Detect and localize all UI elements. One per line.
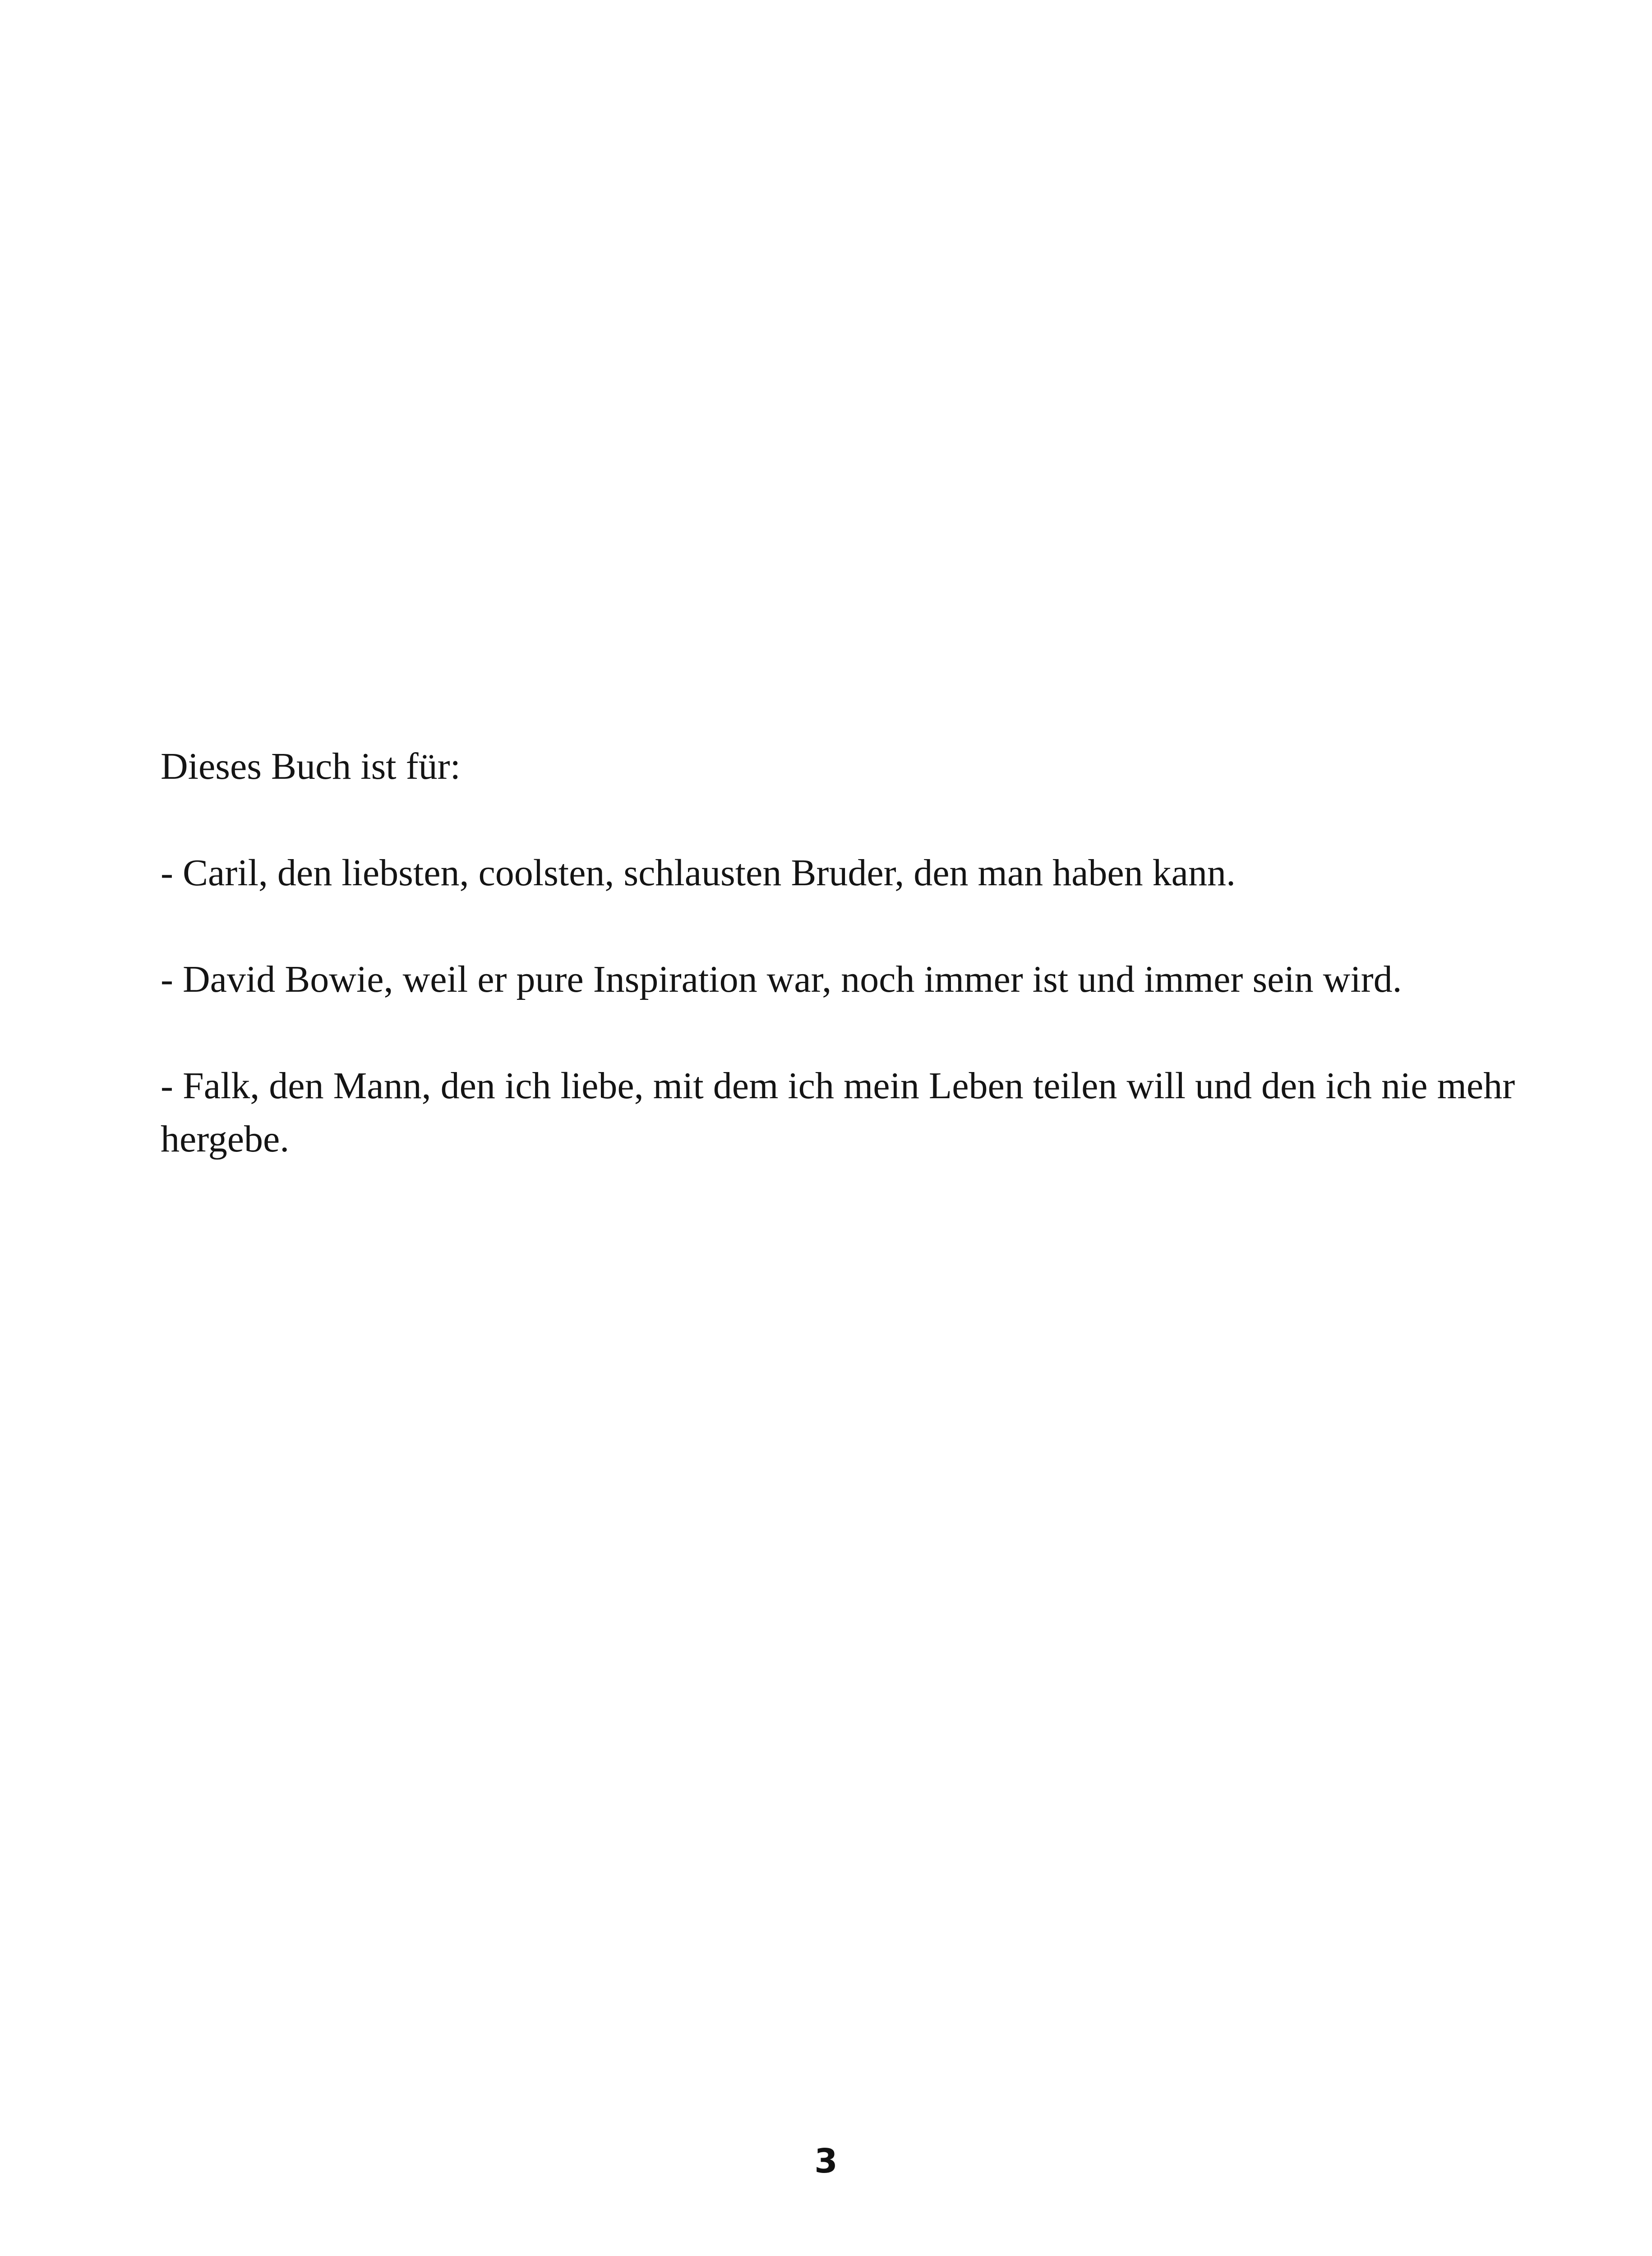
dedication-block (161, 740, 1532, 1219)
dedication-item-bowie: - David Bowie, weil er pure Inspiration war, noch immer ist und immer sein wird. (161, 958, 1402, 1000)
dedication-heading: Dieses Buch ist für: (161, 745, 461, 787)
page-number: 3 (814, 2142, 838, 2181)
dedication-item-falk: - Falk, den Mann, den ich liebe, mit dem ich mein Leben teilen will und den ich nie mehr hergebe. (161, 1065, 1515, 1160)
dedication-item-caril: - Caril, den liebsten, coolsten, schlausten Bruder, den man haben kann. (161, 852, 1236, 894)
